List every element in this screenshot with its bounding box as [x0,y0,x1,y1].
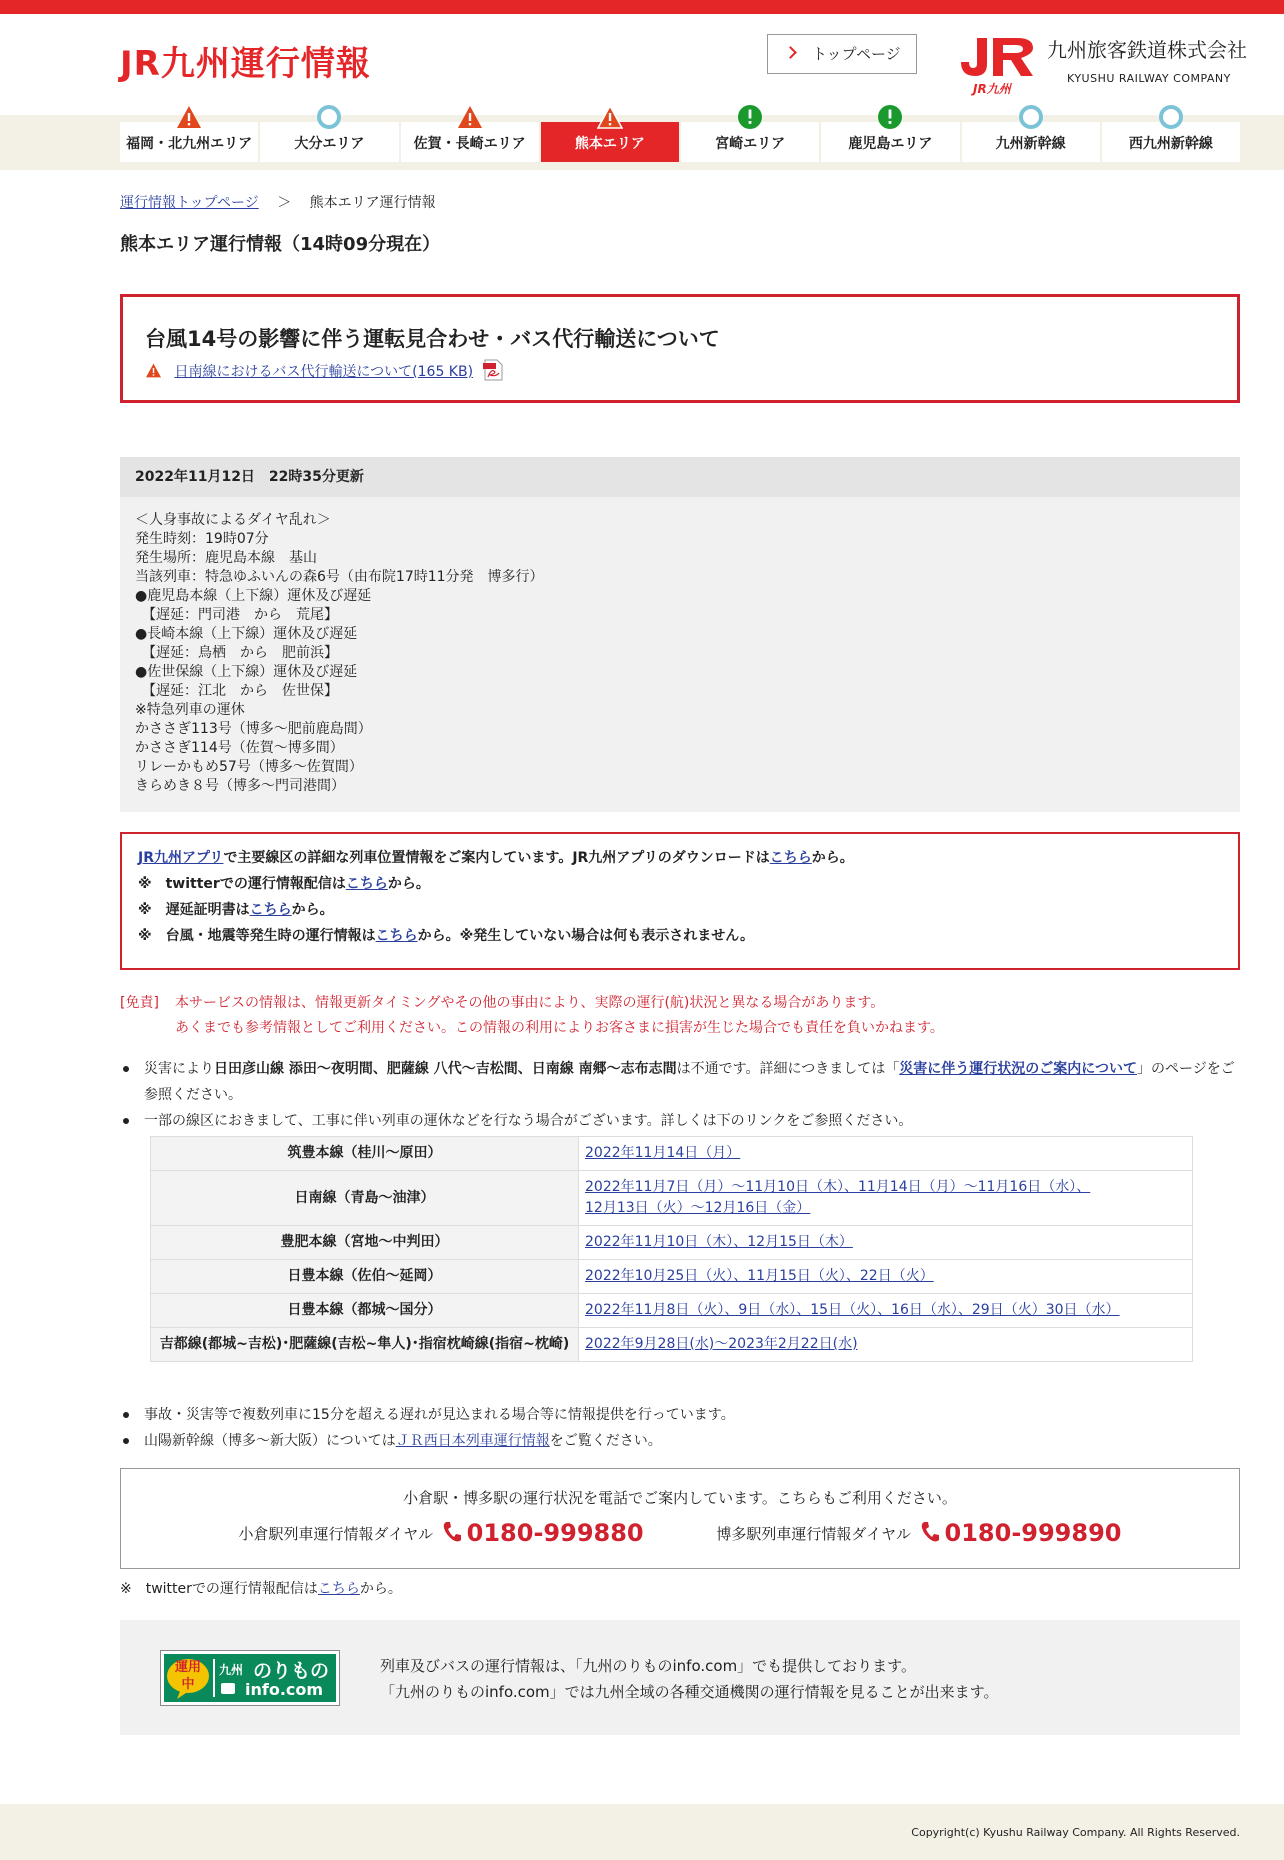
nav-item-label: 宮崎エリア [715,136,786,152]
nav-item-kyushu-shinkansen[interactable] [962,122,1100,162]
twitter-note: ※ twitterでの運行情報配信はこちらから。 [120,1581,402,1597]
footer [0,1804,1284,1860]
info-green-icon [737,104,763,130]
notice-typhoon-line: ※ 台風・地震等発生時の運行情報はこちらから。※発生していない場合は何も表示されません。 [138,928,755,944]
schedule-date-link[interactable]: 2022年11月14日（月） [585,1145,741,1161]
table-cell-dates [579,1328,1193,1362]
logo-sub: JR九州 [973,82,1011,96]
nav-item-miyazaki[interactable] [681,122,819,162]
typhoon-alert-box [120,294,1240,403]
nav-item-kumamoto[interactable] [541,122,679,162]
construction-schedule-table [150,1136,1193,1362]
schedule-date-link[interactable]: 2022年11月10日（木）、12月15日（木） [585,1234,853,1250]
table-cell-dates [579,1137,1193,1171]
warning-icon [457,104,483,130]
update-timestamp: 2022年11月12日 22時35分更新 [120,457,1240,497]
jr-app-link[interactable]: JR九州アプリ [138,850,224,866]
normal-circle-icon [1158,104,1184,130]
table-row [151,1226,1193,1260]
hakata-phone [716,1519,1121,1547]
page-title: 熊本エリア運行情報（14時09分現在） [120,234,441,255]
logo-company-en: KYUSHU RAILWAY COMPANY [1067,72,1231,85]
list-item-disaster: 災害により日田彦山線 添田～夜明間、肥薩線 八代～吉松間、日南線 南郷～志布志間は不通です。詳細につきましては「災害に伴う運行状況のご案内について」のページをご参照ください。 [120,1056,1240,1108]
table-cell-line: 豊肥本線（宮地～中判田） [151,1226,579,1260]
twitter-link-bottom[interactable]: こちら [317,1581,360,1597]
table-cell-line: 日南線（青島～油津） [151,1171,579,1226]
info-green-icon [877,104,903,130]
top-accent-bar [0,0,1284,14]
disaster-status-link[interactable]: 災害に伴う運行状況のご案内について [899,1061,1137,1077]
logo-text-left: 運用中 [174,1660,201,1692]
schedule-date-link[interactable]: 2022年11月7日（月）～11月10日（木）、11月14日（月）～11月16日（水）、 [585,1179,1091,1195]
nav-item-kagoshima[interactable] [821,122,959,162]
nav-item-label: 福岡・北九州エリア [126,136,253,152]
norimono-info-text [380,1653,998,1705]
hakata-phone-label: 博多駅列車運行情報ダイヤル [716,1525,911,1543]
warning-icon [597,104,623,130]
hakata-phone-number[interactable]: 0180-999890 [944,1519,1122,1547]
notice-box [120,832,1240,970]
kokura-phone-number[interactable]: 0180-999880 [466,1519,644,1547]
alert-title: 台風14号の影響に伴う運転見合わせ・バス代行輸送について [145,327,720,351]
header [0,14,1284,115]
nav-item-label: 九州新幹線 [995,136,1066,152]
breadcrumb-link-top[interactable]: 運行情報トップページ [120,195,259,211]
phone-info-box [120,1468,1240,1569]
phone-row [121,1519,1239,1547]
pdf-icon[interactable] [482,359,504,381]
nav-item-saga-nagasaki[interactable] [401,122,539,162]
logo-text-main: のりもの [253,1660,330,1682]
schedule-date-link[interactable]: 2022年10月25日（火）、11月15日（火）、22日（火） [585,1268,934,1284]
jr-logo-icon [957,32,1043,80]
nav-item-label: 熊本エリア [574,136,645,152]
table-cell-line: 筑豊本線（桂川～原田） [151,1137,579,1171]
list-item-sanyo-shinkansen: 山陽新幹線（博多～新大阪）についてはＪＲ西日本列車運行情報をご覧ください。 [120,1428,1240,1454]
top-page-button[interactable] [767,34,917,74]
table-row [151,1328,1193,1362]
table-cell-dates [579,1171,1193,1226]
notice-delay-cert-line: ※ 遅延証明書はこちらから。 [138,902,334,918]
schedule-date-link[interactable]: 2022年9月28日(水)～2023年2月22日(水) [585,1336,858,1352]
list-item-construction: 一部の線区におきまして、工事に伴い列車の運休などを行なう場合がございます。詳しくは下のリンクをご参照ください。 [120,1108,1240,1134]
schedule-date-link[interactable]: 2022年11月8日（火）、9日（水）、15日（火）、16日（水）、29日（火）30日（水） [585,1302,1120,1318]
breadcrumb-current: 熊本エリア運行情報 [309,195,436,211]
norimono-info-line2: 「九州のりものinfo.com」では九州全域の各種交通機関の運行情報を見ることが出来ます。 [380,1683,999,1701]
app-download-link[interactable]: こちら [769,850,812,866]
phone-message: 小倉駅・博多駅の運行状況を電話でご案内しています。こちらもご利用ください。 [403,1489,957,1507]
notice-app-line: JR九州アプリで主要線区の詳細な列車位置情報をご案内しています。JR九州アプリのダウンロードはこちらから。 [138,850,854,866]
breadcrumb [120,192,436,212]
warning-icon [176,104,202,130]
site-title[interactable]: JR九州運行情報 [120,44,371,84]
disclaimer-label: [免責] [120,995,159,1011]
normal-circle-icon [316,104,342,130]
top-page-button-label: トップページ [812,45,901,63]
table-row [151,1294,1193,1328]
norimono-info-line1: 列車及びバスの運行情報は、「九州のりものinfo.com」でも提供しております。 [380,1657,916,1675]
table-cell-line: 吉都線(都城~吉松)･肥薩線(吉松~隼人)･指宿枕崎線(指宿~枕崎) [151,1328,579,1362]
table-cell-dates [579,1260,1193,1294]
normal-circle-icon [1018,104,1044,130]
breadcrumb-separator: ＞ [277,195,292,211]
update-panel [120,457,1240,812]
table-row [151,1171,1193,1226]
bus-substitute-pdf-link[interactable]: 日南線におけるバス代行輸送について(165 KB) [174,364,474,380]
list-item-delay-policy: 事故・災害等で複数列車に15分を超える遅れが見込まれる場合等に情報提供を行っています。 [120,1402,1240,1428]
typhoon-info-link[interactable]: こちら [375,928,418,944]
schedule-date-link[interactable]: 12月13日（火）～12月16日（金） [585,1200,811,1216]
table-cell-dates [579,1226,1193,1260]
phone-icon [442,1521,462,1543]
info-bullets-2 [120,1402,1240,1454]
nav-item-nishikyushu-shinkansen[interactable] [1102,122,1240,162]
disclaimer [120,991,944,1041]
table-cell-line: 日豊本線（佐伯～延岡） [151,1260,579,1294]
table-cell-dates [579,1294,1193,1328]
kokura-phone-label: 小倉駅列車運行情報ダイヤル [238,1525,434,1543]
jr-west-link[interactable]: ＪＲ西日本列車運行情報 [395,1433,550,1449]
table-row [151,1260,1193,1294]
table-row [151,1137,1193,1171]
nav-item-label: 西九州新幹線 [1128,136,1213,152]
warning-icon [145,363,162,378]
area-nav [120,122,1240,164]
disclaimer-line1: 本サービスの情報は、情報更新タイミングやその他の事由により、実際の運行(航)状況と異なる場合があります。 [175,995,885,1011]
nav-item-oita[interactable] [260,122,398,162]
nav-item-label: 大分エリア [294,136,365,152]
table-cell-line: 日豊本線（都城～国分） [151,1294,579,1328]
update-body: ＜人身事故によるダイヤ乱れ＞ 発生時刻：19時07分 発生場所：鹿児島本線 基山 当該列車：特急ゆふいんの森6号（由布院17時11分発 博多行） ●鹿児島本線（上下線）運休及び遅延 【遅延：門司港 から 荒尾】 ●長崎本線（上下線）運休及び遅延 【遅延：鳥栖 から 肥前浜】 ●佐世保線（上下線）運休及び遅延 【遅延：江北 から 佐世保】 ※特急列車の運休 かささぎ113号（博多～肥前鹿島間） かささぎ114号（佐賀～博多間） リレーかもめ57号（博多～佐賀間） きらめき８号（博多～門司港間） [135,512,544,794]
chevron-right-icon [784,46,797,59]
copyright: Copyright(c) Kyushu Railway Company. All Rights Reserved. [911,1826,1240,1839]
kokura-phone [239,1519,644,1547]
nav-item-fukuoka[interactable] [120,122,258,162]
logo-text-sub: info.com [245,1680,324,1699]
delay-certificate-link[interactable]: こちら [249,902,292,918]
norimono-info-logo[interactable] [160,1650,340,1706]
jr-kyushu-logo[interactable] [957,24,1247,96]
disclaimer-line2: あくまでも参考情報としてご利用ください。この情報の利用によりお客さまに損害が生じた場合でも責任を負いかねます。 [175,1020,944,1036]
phone-icon [920,1521,940,1543]
nav-item-label: 鹿児島エリア [848,136,933,152]
logo-company-jp: 九州旅客鉄道株式会社 [1047,38,1247,62]
info-bullets [120,1056,1240,1134]
notice-twitter-line: ※ twitterでの運行情報配信はこちらから。 [138,876,430,892]
norimono-info-box [120,1620,1240,1735]
alert-link-row [145,359,504,381]
nav-item-label: 佐賀・長崎エリア [413,136,526,152]
twitter-link[interactable]: こちら [345,876,388,892]
logo-text-kyushu: 九州 [219,1663,244,1677]
